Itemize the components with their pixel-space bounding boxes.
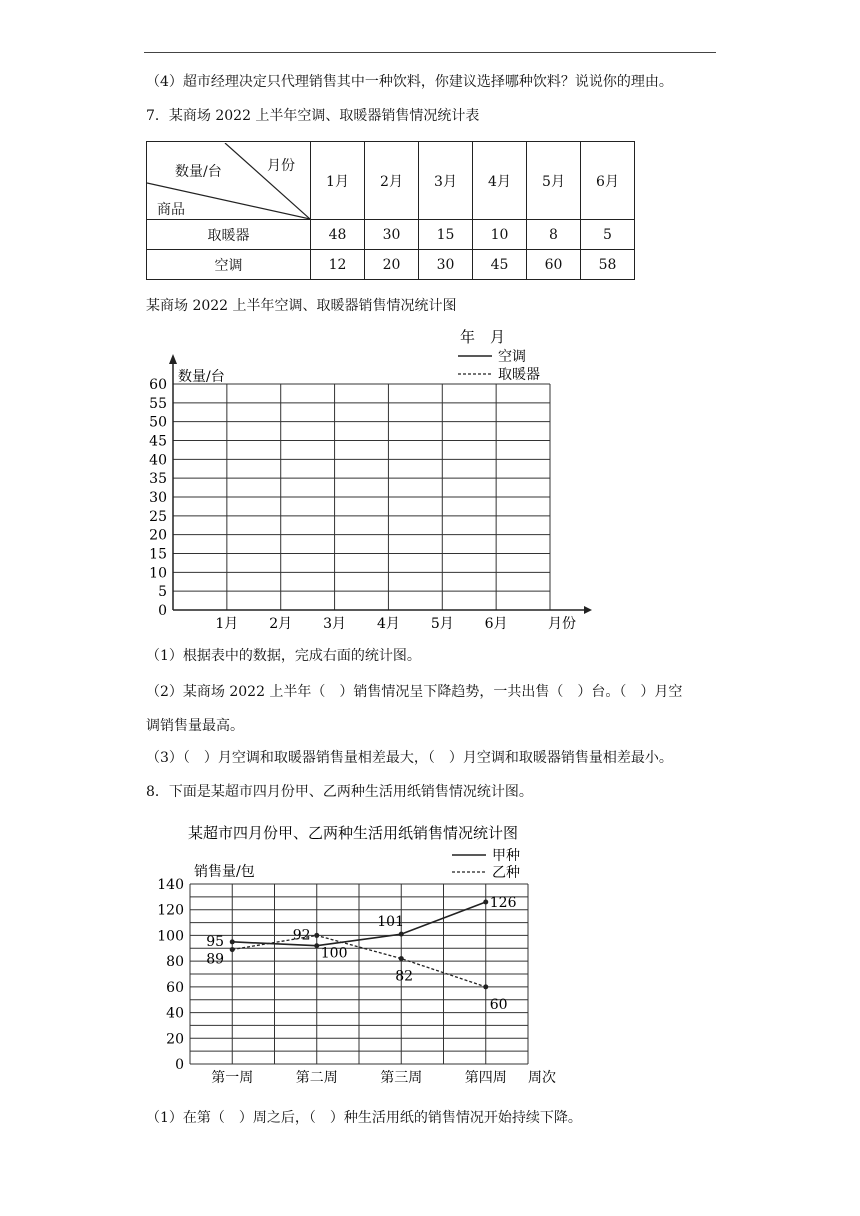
table-cell: 8 [527,220,581,250]
y-axis-arrow [169,354,177,364]
y-tick-label: 25 [149,508,167,525]
legend-label: 乙种 [492,865,520,881]
q8-question-1: （1）在第（ ）周之后，（ ）种生活用纸的销售情况开始持续下降。 [146,1110,582,1126]
corner-quantity-label: 数量/台 [175,163,222,180]
x-axis-label: 月份 [548,616,576,632]
table-cell: 10 [473,220,527,250]
y-tick-label: 55 [149,395,167,412]
corner-product-label: 商品 [157,201,185,218]
y-tick-label: 5 [158,584,167,601]
y-tick-label: 60 [166,979,184,996]
x-tick-label: 第三周 [380,1070,423,1086]
table-cell: 30 [419,250,473,280]
table-cell: 58 [581,250,635,280]
y-tick-label: 0 [175,1057,184,1073]
chart-series [206,895,516,1013]
y-axis-label: 销售量/包 [194,864,255,880]
data-label: 101 [377,914,404,931]
x-tick-label: 5月 [430,616,454,632]
y-tick-label: 100 [157,928,184,945]
table-row [147,220,635,250]
x-tick-label: 第一周 [211,1070,254,1086]
q7-question-3: （3）（ ）月空调和取暖器销售量相差最大，（ ）月空调和取暖器销售量相差最小。 [146,750,673,766]
y-tick-label: 40 [149,452,167,469]
legend-label: 取暖器 [498,367,540,383]
y-tick-label: 120 [157,902,184,919]
q7-title: 7．某商场 2022 上半年空调、取暖器销售情况统计表 [146,108,480,124]
q7-line-chart [140,320,600,636]
table-cell: 45 [473,250,527,280]
chart-grid [173,384,550,610]
data-point [230,939,235,944]
data-label: 100 [320,945,348,962]
y-tick-label: 20 [149,527,167,544]
q7-question-2-line2: 调销售量最高。 [146,718,244,734]
y-tick-label: 35 [149,471,167,488]
y-tick-labels [149,377,167,619]
y-tick-labels [157,877,184,1073]
row-label: 取暖器 [147,220,311,250]
q7-chart-caption: 某商场 2022 上半年空调、取暖器销售情况统计图 [146,298,457,314]
month-header: 2月 [365,142,419,220]
x-tick-label: 第四周 [464,1070,507,1086]
data-label: 126 [489,895,517,911]
chart-header-label: 年 月 [460,328,506,346]
y-tick-label: 20 [166,1031,184,1048]
data-label: 89 [206,951,225,968]
y-tick-label: 10 [149,565,167,582]
table-cell: 30 [365,220,419,250]
data-point [399,956,404,961]
month-header: 1月 [311,142,365,220]
x-tick-label: 第二周 [295,1070,338,1086]
q7-question-2-line1: （2）某商场 2022 上半年（ ）销售情况呈下降趋势，一共出售（ ）台。（ ）月空 [146,684,683,700]
table-cell: 15 [419,220,473,250]
data-point [483,900,488,905]
data-label: 82 [395,968,414,985]
month-header: 5月 [527,142,581,220]
legend-label: 空调 [498,349,526,365]
month-header: 3月 [419,142,473,220]
data-point [399,932,404,937]
header-rule [144,52,716,53]
x-tick-label: 1月 [215,616,239,632]
corner-month-label: 月份 [267,157,295,174]
x-tick-label: 2月 [269,616,293,632]
sales-table [146,141,635,280]
q7-question-1: （1）根据表中的数据，完成右面的统计图。 [146,648,421,664]
y-axis-label: 数量/台 [178,369,225,385]
month-header: 6月 [581,142,635,220]
x-axis-arrow [584,606,592,614]
data-label: 60 [489,996,508,1013]
data-label: 95 [206,933,225,950]
month-header: 4月 [473,142,527,220]
data-point [314,933,319,938]
x-axis-label: 周次 [528,1070,556,1086]
chart-axes [169,354,592,614]
data-label: 92 [292,927,311,944]
table-row [147,250,635,280]
table-cell: 5 [581,220,635,250]
table-cell: 12 [311,250,365,280]
table-cell: 48 [311,220,365,250]
chart-grid [190,884,528,1064]
y-tick-label: 60 [149,377,167,393]
q6-item4-text: （4）超市经理决定只代理销售其中一种饮料，你建议选择哪种饮料？说说你的理由。 [146,74,673,90]
table-cell: 20 [365,250,419,280]
y-tick-label: 45 [149,433,167,450]
x-tick-labels [211,1070,507,1086]
y-tick-label: 15 [149,546,167,563]
row-label: 空调 [147,250,311,280]
q8-line-chart [150,820,580,1090]
table-corner-cell [147,142,311,220]
y-tick-label: 50 [149,414,167,431]
x-tick-labels [215,616,507,632]
chart-title: 某超市四月份甲、乙两种生活用纸销售情况统计图 [188,824,519,842]
data-point [483,984,488,989]
y-tick-label: 30 [149,490,167,506]
q8-title: 8．下面是某超市四月份甲、乙两种生活用纸销售情况统计图。 [146,784,533,800]
y-tick-label: 0 [158,603,167,619]
data-point [230,947,235,952]
x-tick-label: 3月 [323,616,347,632]
y-tick-label: 40 [166,1005,184,1022]
table-cell: 60 [527,250,581,280]
data-point [314,943,319,948]
legend-label: 甲种 [492,848,520,864]
x-tick-label: 4月 [376,616,400,632]
y-tick-label: 140 [157,877,184,893]
y-tick-label: 80 [166,954,184,971]
x-tick-label: 6月 [484,616,508,632]
